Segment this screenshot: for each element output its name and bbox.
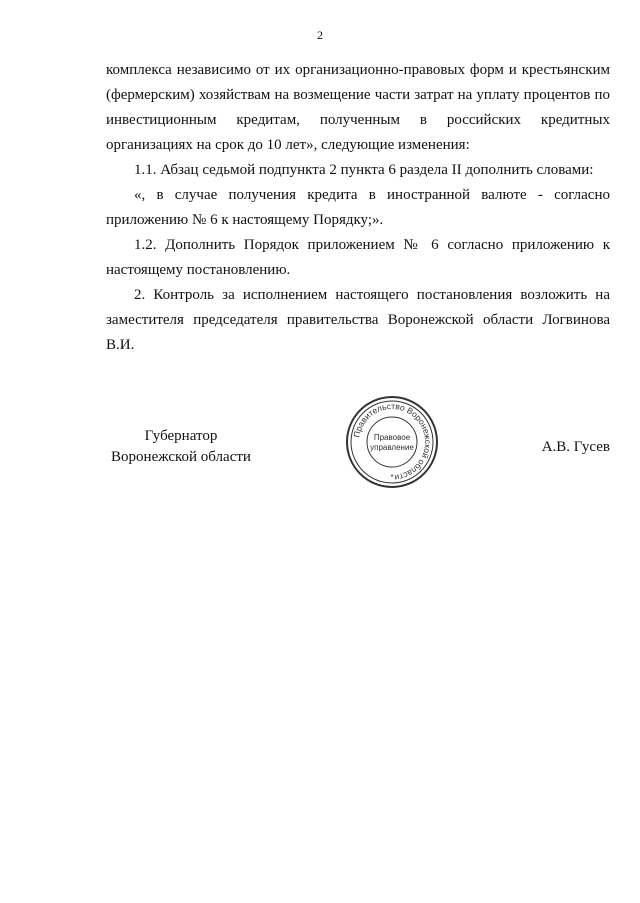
signatory-title-line2: Воронежской области	[111, 449, 251, 465]
seal-star-icon: *	[390, 473, 394, 482]
page-number: 2	[317, 28, 323, 42]
seal-outer-text: Правительство Воронежской области	[351, 400, 434, 483]
seal-inner-line2: управление	[370, 443, 414, 452]
paragraph-2: 2. Контроль за исполнением настоящего постановления возложить на заместителя председателя правительства Воронежской области Логвинова В.И.	[106, 287, 610, 353]
seal-inner-line1: Правовое	[373, 433, 411, 442]
paragraph-1-2: 1.2. Дополнить Порядок приложением № 6 согласно приложению к настоящему постановлению.	[106, 237, 610, 278]
paragraph-quote: «, в случае получения кредита в иностранной валюте - согласно приложению № 6 к настоящему Порядку;».	[106, 187, 610, 228]
document-body	[106, 58, 610, 358]
paragraph-1-1: 1.1. Абзац седьмой подпункта 2 пункта 6 раздела II дополнить словами:	[134, 162, 594, 178]
signatory-title	[108, 426, 254, 468]
official-seal-stamp	[344, 394, 440, 490]
signatory-title-line1: Губернатор	[144, 428, 218, 444]
signatory-name: А.В. Гусев	[541, 439, 610, 455]
signature-block	[0, 400, 640, 500]
paragraph-continuation: комплекса независимо от их организационно-правовых форм и крестьянским (фермерским) хозяйствам на возмещение части затрат на уплату процентов по инвестиционным кредитам, полученным в российских кредитных организациях на срок до 10 лет», следующие изменения:	[106, 62, 610, 153]
